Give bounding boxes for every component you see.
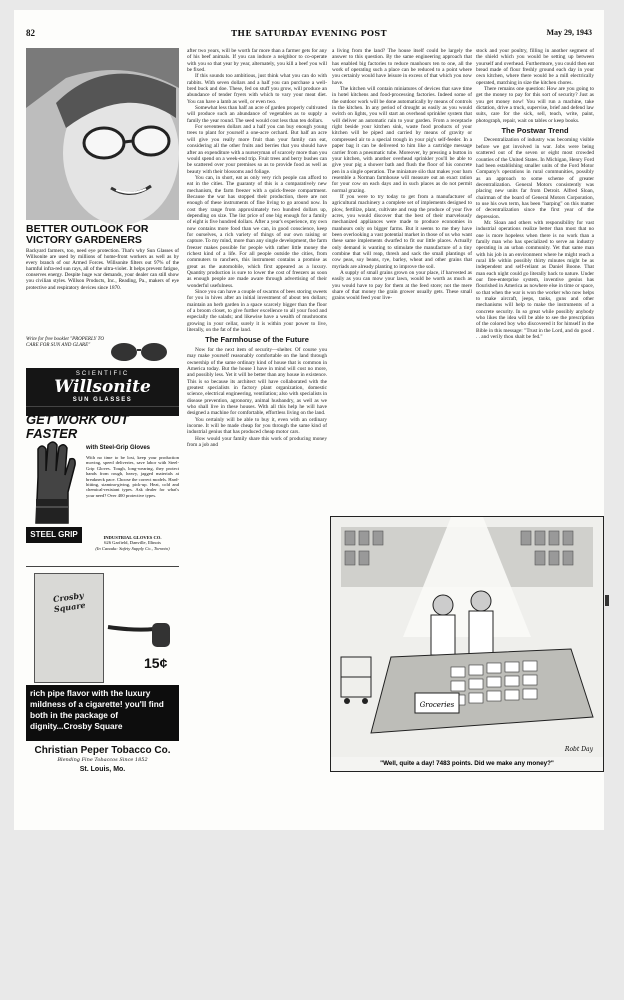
price-tag: 15¢ [144, 655, 168, 671]
paragraph: For seventeen dollars and a half you can buy enough young trees to plant for yourself a one-acre orchard. But half an acre will give you really more fruit than your family can eat, considering all the other fruits and berries that you should have after an expenditure with a nurseryman of scarcely more than you would spend on a week-end trip. Fruit trees and berry bushes can be scattered over your premises so as to provide food as well as beauty with their blossoms and foliage. [187, 124, 327, 175]
company-address: 626 Garfield, Danville, Illinois [104, 540, 161, 546]
willsonite-ad [26, 48, 179, 403]
paragraph: after two years, will be worth far more than a farmer gets for any of his beef animals. If you can induce a neighbor to co-operate with you so that year by year, alternately, you kill a beef you will be fixed. [187, 48, 327, 74]
sun-glasses-label: SUN GLASSES [72, 397, 133, 403]
steel-grip-ad [26, 406, 179, 555]
section-heading-farmhouse: The Farmhouse of the Future [205, 335, 309, 345]
magazine-title: THE SATURDAY EVENING POST [231, 28, 387, 38]
paragraph: a living from the land? The house itself could be largely the answer to this question. By the same engineering approach that has enabled big factories to reduce manhours ten to one, all the work of operating such a place can be reduced to a point where you certainly would have leisure in excess of that which you now have. [332, 48, 472, 86]
steel-grip-headline: GET WORK OUT FASTER [26, 412, 129, 441]
issue-date: May 29, 1943 [546, 28, 592, 37]
paragraph: Decentralization of industry was becoming visible before we got involved in war. Jobs were being scattered out of the seven or eight most crowded counties of the United States. In Michigan, Henry Ford had been establishing smaller units of the Ford Motor Company's operations in rural communities, possibly as an approach to some scheme of greater decentralization. General Motors consistently was placing new units far from Detroit. Alfred Sloan, chairman of the board of General Motors Corporation, to use his own term, has been "harping" on this matter of decentralization since the first year of the depression. [476, 137, 594, 220]
company-name: INDUSTRIAL GLOVES CO. [103, 535, 162, 540]
article-column-1 [187, 48, 327, 828]
page-number: 82 [26, 28, 35, 38]
crosby-tagline: Blending Fine Tobaccos Since 1852 [57, 757, 148, 763]
cartoon-illustration [331, 517, 603, 757]
paragraph: A supply of small grains grown on your place, if harvested as easily as you can mow your lawn, would be worth as much as you would have to pay for them at the feed store; not the mere share of that money the grain grower usually gets. These small grains would feed your live- [332, 270, 472, 302]
tin-label: Crosby Square [52, 589, 87, 615]
paragraph: Mr. Sloan and others with responsibility for vast industrial operations realize better than most that no one is more hopeless when there is no work than a family man who has specialized to serve an industry operating in an urban community. Yet that same man with his job in an environment where he might reach a rural life within possibly thirty minutes might be as independent and self-reliant as Daniel Boone. That man each night could go literally back to nature. Under our free-enterprise system, inventive genius has flourished in America as nowhere else in time or space, so that when the war is won the worker who now helps to make aircraft, jeeps, tanks, guns and other mechanisms will help to make the instruments of a concrete security. In so great while possibly anybody who likes the idea will be able to see the prescription of the colored boy who discovered it for himself in the Bible in this message: "Trust in the Lord, and do good . . . and verily thou shalt be fed." [476, 219, 594, 341]
paragraph: If this sounds too ambitious, just think what you can do with rabbits. With seven dollars and a half you can purchase a well-bred buck and doe. These, fed on stuff you grow, will produce an abundance of tender fryers with which to vary your meat diet. You can have a lamb as well, or even two. [187, 73, 327, 105]
steel-grip-body: With no time to be lost, keep your production moving, speed deliveries, save labor with Steel-Grip Gloves. Tough, long-wearing, they protect hands from rough, heavy, jagged materials at breakneck pace. Choose the correct models. Hard-hitting, stamina-giving, pick-up. Heat, cold and chemical-resistant types. Ask dealer for what's your need? Over 400 protective types. [86, 455, 179, 498]
scientific-label: SCIENTIFIC [75, 371, 130, 377]
cartoon-sign: Groceries [419, 701, 455, 709]
paragraph: Now for the next item of security—shelter. Of course you may make yourself reasonably comfortable on the land through ownership of the same ordinary kind of house that is common in America today. But the house I have in mind will cost no more, and possibly less. Yet it will be better than any house in existence. This is so because its architect will have collaborated with the greatest specialists in factory plant organization, domestic science, electrical engineering, ventilation; also with specialists in disease prevention, agronomy, animal husbandry, as well as we who shall live in these houses. With all this help he will have designed a machine for comfortable, effortless living on the land. [187, 346, 327, 417]
paragraph: You certainly will be able to buy it, even with an ordinary income. It will be made cheap for you through the same kind of industrial genius that has produced cheap motor cars. [187, 416, 327, 436]
cartoon-signature: Robt Day [564, 746, 593, 753]
pipe-icon [106, 615, 176, 655]
page-header [26, 28, 592, 42]
article-column-2 [332, 48, 472, 558]
paragraph: Somewhat less than half an acre of garden properly cultivated will produce such an abundance of vegetables as to supply a family the year round. The seed would cost less than ten dollars. [187, 105, 327, 124]
paragraph: The kitchen will contain miniatures of devices that save time in hotel kitchens and food-processing factories. Indeed some of the outdoor work will be done automatically by means of controls in the kitchen. In any period of drought as easily as you would switch on lights, you will start an overhead sprinkler system that will deliver an automatic rain to your garden. From a receptacle right beside your kitchen sink, waste food products of your kitchen will be piped and carried by means of gravity or compressed air to a special trough in your pig's self-feeder. In a paper bag it can be delivered to him like a cartridge message carrier from a pneumatic tube. Moreover, by pressing a button in your kitchen, with another overhead sprinkler you'll be able to give your pig a shower bath and flush the floor of his concrete pen in a single operation. The miniature silo that makes your barn resemble a Norman farmhouse will measure out an exact ration for your cow on each days and in such places as do not permit normal grazing. [332, 86, 472, 194]
section-heading-postwar: The Postwar Trend [501, 126, 569, 136]
article-column-3 [476, 48, 594, 508]
paragraph: You can, in short, eat as only very rich people can afford to eat in the cities. The guaranty of this is a comparatively new mechanism, the farm freezer with a quick-freeze compartment. Because the war has stopped their production, there are not enough of these instruments of fine living to go around now. In cost they range from approximately two hundred dollars up, depending on size. The list price of one big enough for a family of eight is five hundred dollars. After a year's experience, my own now contains more food than we can, in good conscience, keep for ourselves, a rich variety of things of our own raising or capture. To my mind, more than any single development, the farm freezer makes possible for people with rather little money the richest kind of a life. For all people outside the cities, from commuters to ranchers, this instrument contains a promise as great as the automobile, which first appeared as a luxury. Quantity production is sure to lower the cost of freezers as soon as enough people are made aware through advertising of their wonderful usefulness. [187, 174, 328, 289]
paragraph: There remains one question: How are you going to get the money to pay for this sort of security? Just as you get money now! You will run a machine, take dictation, drive a truck, supervise, brief and defend law suits, care for the sick, sell, teach, write, paint, photograph, repair, wait on tables or keep books. [476, 86, 594, 124]
work-glove-icon [28, 437, 82, 525]
steel-grip-company [86, 535, 179, 551]
crosby-square-ad [26, 566, 179, 779]
steel-grip-subhead: with Steel-Grip Gloves [86, 445, 151, 451]
willsonite-body: Backyard farmers, too, need eye protection. That's why Sun Glasses of Willsonite are used by millions of home-front workers as well as by every branch of our Armed Forces. Willsonite filters out 97% of the harmful infra-red sun rays, all of the ultra-violet. It helps prevent fatigue, conserves energy. Despite huge war demands, your dealer can still show you civilian styles. Willson Products, Inc., Reading, Pa., makers of eye protective and respiratory devices since 1870. [26, 248, 179, 291]
willsonite-headline: BETTER OUTLOOK FOR VICTORY GARDENERS [26, 223, 149, 246]
scan-margin-mark [605, 595, 609, 606]
paragraph: stock and your poultry, filling in another segment of the shield which you would be setting up between yourself and overhead. Furthermore, you could then eat bread made of flour freshly ground each day in your own kitchen, where there would be a mill electrically operated, matching in size the kitchen chores. [476, 48, 594, 86]
grocery-store-cartoon [330, 516, 604, 772]
woman-with-sunglasses-illustration [26, 48, 179, 220]
paragraph: If you were to try today to get from a manufacturer of agricultural machinery a complete set of implements designed to plow, fertilize, plant, cultivate and reap the produce of your five acres, you would discover that the best of their marvelously mechanized appliances were made to produce economies in manhours only on bigger farms. But it seems to me they have been overlooking a vast potential market in those of us who want these same implements dwarfed to fit our little places. Actually only demand is wanting to stimulate the manufacture of a tiny combine that will reap, thresh and sack the small plantings of cow peas, soy beans, rye, barley, wheat and other grains that myriads are already planting to improve the soil. [332, 193, 472, 270]
paragraph: Since you can have a couple of swarms of bees storing sweets for you in hives after an initial investment of about ten dollars; maintain an herb garden in a space scarcely bigger than the floor of a broom closet, to give further excellence to all your food and especially the salads; and likewise have a wealth of mushrooms growing in your cellar, surely it is within your power to live, literally, on the fat of the land. [187, 289, 327, 334]
magazine-page [14, 10, 604, 830]
crosby-company: Christian Peper Tobacco Co. [34, 745, 171, 756]
sunglasses-icon [108, 338, 172, 364]
crosby-copy: rich pipe flavor with the luxury mildness of a cigarette! you'll find both in the package of dignity...Crosby Square [26, 685, 179, 741]
willsonite-brand: Willsonite [54, 377, 151, 397]
cartoon-caption: "Well, quite a day! 7483 points. Did we make any money?" [380, 760, 554, 767]
canada-note: (In Canada: Safety Supply Co., Toronto) [95, 545, 170, 551]
tobacco-tin-illustration [34, 573, 104, 683]
steel-grip-logo: STEEL GRIP [26, 527, 82, 543]
paragraph: How would your family share this work of producing money from a job and [187, 435, 327, 448]
willsonite-booklet-offer: Write for free booklet "PROPERLY TO CARE FOR SUN AND GLARE" [26, 337, 104, 348]
crosby-city: St. Louis, Mo. [79, 766, 126, 773]
